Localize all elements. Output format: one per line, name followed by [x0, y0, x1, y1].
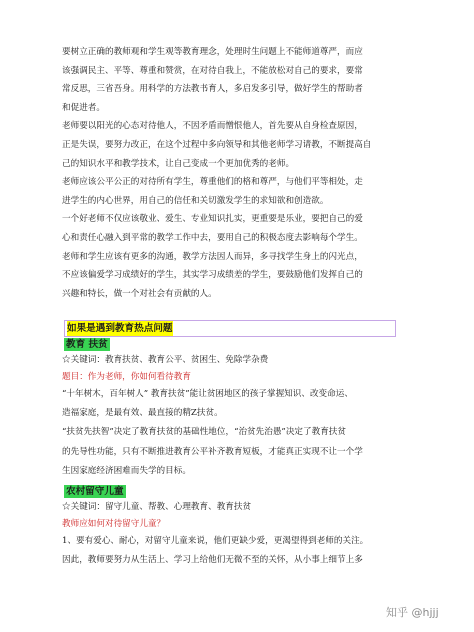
- intro-line: 和促进者。: [62, 102, 105, 113]
- intro-line: 进学生的内心世界，用自己的信任和关切激发学生的求知欲和创造欲。: [62, 195, 329, 206]
- topic-heading-box: [64, 320, 396, 337]
- section1-body-line: “十年树木，百年树人” 教育扶贫”能让贫困地区的孩子掌握知识、改变命运、: [62, 389, 353, 399]
- intro-line: 兴趣和特长，做一个对社会有贡献的人。: [62, 288, 217, 299]
- intro-line: 老师和学生应该有更多的沟通，教学方法因人而异，多寻找学生身上的闪光点，: [62, 251, 363, 262]
- section1-body-line: 造福家庭，是最有效、最直接的精Z扶贫。: [62, 408, 223, 419]
- intro-line: 一个好老师不仅应该敬业、爱生、专业知识扎实，更重要是乐业，要把自己的爱: [62, 214, 363, 225]
- section2-body-line: 1、要有爱心、耐心，对留守儿童来说，他们更缺少爱，更渴望得到老师的关注。: [62, 536, 369, 546]
- section2-question: 教师应如何对待留守儿童？: [62, 519, 166, 529]
- section1-body-line: 的先导性功能，只有不断推进教育公平补齐教育短板，才能真正实现不让一个学: [62, 446, 363, 457]
- section2-keywords: ☆关键词：留守儿童、帮教、心理教育、教育扶贫: [62, 502, 252, 512]
- intro-line: 正是失误，要努力改正，在这个过程中多向领导和其他老师学习请教，不断提高自: [62, 140, 372, 150]
- section2-body-line: 因此，教师要努力从生活上、学习上给他们无微不至的关怀，从小事上细节上多: [62, 555, 363, 566]
- intro-line: 心和责任心融入到平常的教学工作中去，要用自己的积极态度去影响每个学生。: [62, 233, 363, 243]
- intro-line: 老师要以阳光的心态对待他人，不因矛盾而憎恨他人，首先要从自身检查原因，: [62, 121, 363, 132]
- intro-line: 老师应该公平公正的对待所有学生，尊重他们的格和尊严，与他们平等相处，走: [62, 177, 363, 188]
- intro-line: 该强调民主、平等、尊重和赞赏，在对待自我上，不能放松对自己的要求，要常: [62, 65, 363, 76]
- intro-line: 要树立正确的教师观和学生观等教育理念，处理时生问题上不能师道尊严，而应: [62, 47, 363, 57]
- intro-line: 不应该偏爱学习成绩好的学生，其实学习成绩差的学生，要鼓励他们发挥自己的: [62, 270, 363, 281]
- section1-question: 题目：作为老师，你如何看待教育: [62, 372, 191, 382]
- section-title-left-behind-children: 农村留守儿童: [66, 486, 124, 497]
- section-title-education-poverty: 教育 扶贫: [66, 339, 108, 350]
- section1-keywords: ☆关键词：教育扶贫、教育公平、贫困生、免除学杂费: [62, 355, 269, 365]
- section1-body-line: “扶贫先扶智”决定了教育扶贫的基础性地位，“治贫先治愚”决定了教育扶贫: [62, 427, 346, 438]
- section1-body-line: 生因家庭经济困难而失学的目标。: [62, 465, 191, 476]
- zhihu-watermark: 知乎 @hjjj: [386, 606, 439, 619]
- intro-line: 己的知识水平和教学技术，让自己变成一个更加优秀的老师。: [62, 158, 295, 169]
- intro-line: 常反思，三省吾身。用科学的方法教书育人，多启发多引导，做好学生的帮助者: [62, 84, 363, 95]
- topic-heading: 如果是遇到教育热点问题: [67, 323, 173, 334]
